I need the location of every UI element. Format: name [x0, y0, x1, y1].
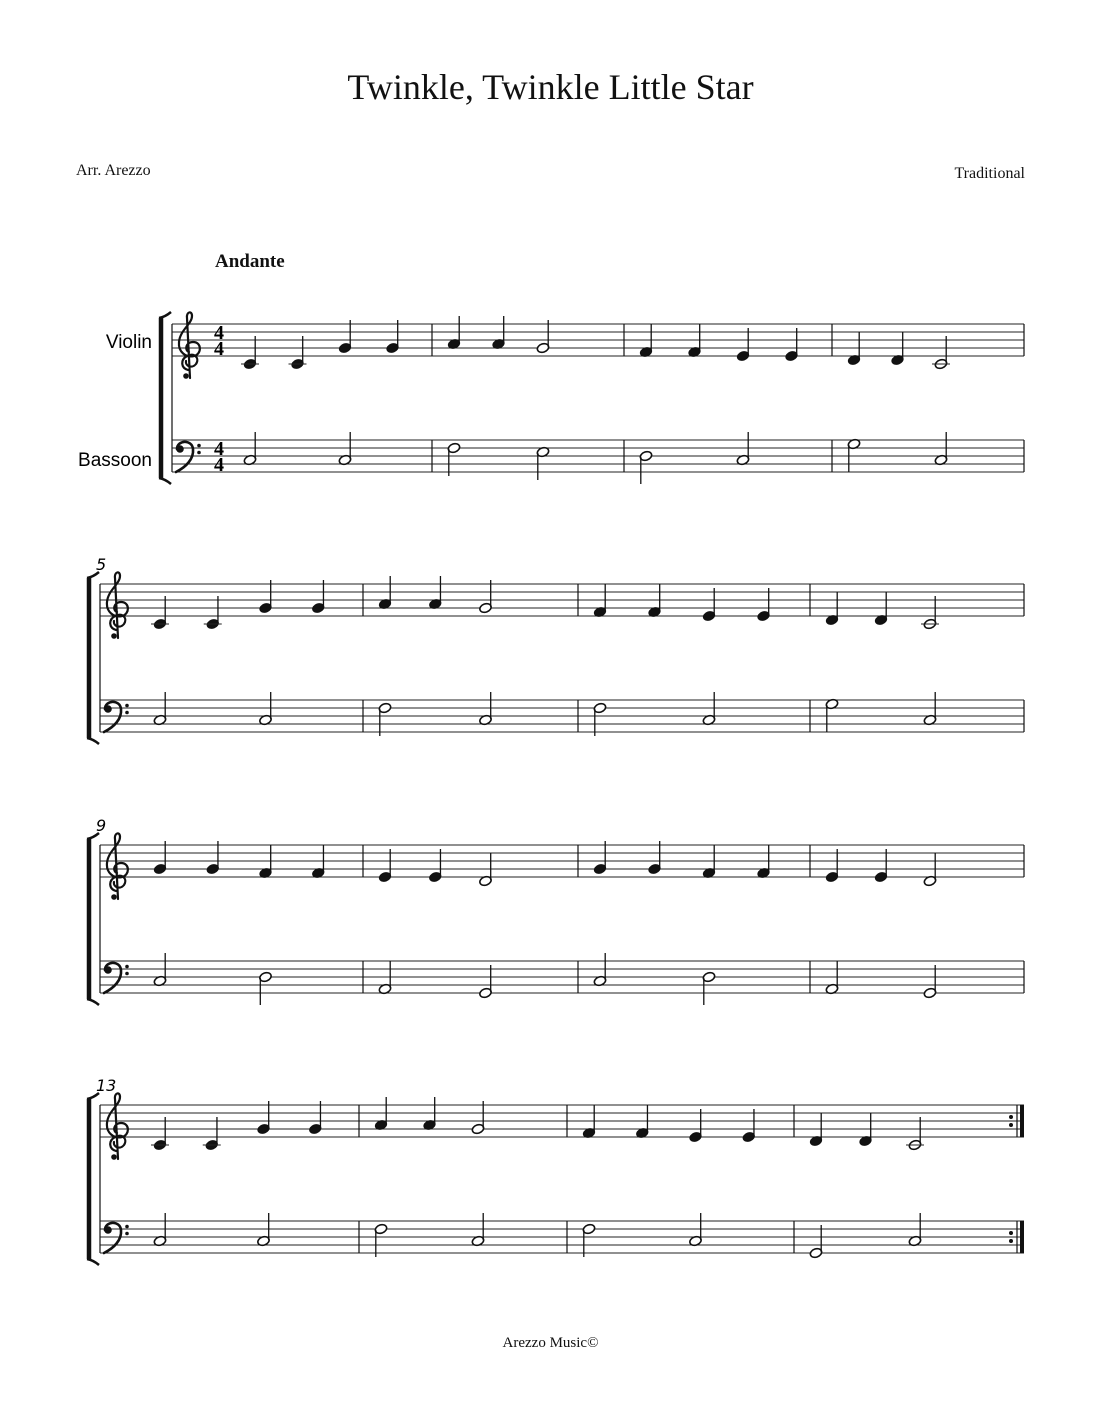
treble-clef-dot: [183, 373, 189, 379]
repeat-dot: [1009, 1231, 1013, 1235]
bass-clef-dot-lower: [125, 972, 129, 976]
treble-clef-icon: [179, 312, 200, 378]
bass-clef-curve: [104, 1223, 121, 1253]
tempo-marking: Andante: [215, 251, 285, 272]
treble-clef-dot: [111, 1154, 117, 1160]
treble-clef-icon: [107, 572, 128, 638]
repeat-thick-line: [1020, 1105, 1024, 1137]
treble-clef-dot: [111, 633, 117, 639]
bracket-bottom-hook: [159, 478, 171, 484]
bass-clef-dot-upper: [197, 444, 201, 448]
measure-number: 13: [96, 1076, 117, 1095]
treble-clef-icon: [107, 833, 128, 899]
bass-clef-curve: [104, 702, 121, 732]
bass-clef-dot-upper: [125, 1225, 129, 1229]
treble-clef-dot: [111, 894, 117, 900]
treble-clef-stroke: [179, 312, 200, 378]
time-signature-denominator: 4: [214, 454, 224, 476]
bass-clef-dot-lower: [197, 451, 201, 455]
time-signature-numerator: 4: [214, 322, 224, 344]
composer-credit: Traditional: [954, 165, 1025, 182]
repeat-thick-line: [1020, 1221, 1024, 1253]
bass-clef-dot-upper: [125, 965, 129, 969]
treble-clef-icon: [107, 1093, 128, 1159]
copyright-footer: Arezzo Music©: [502, 1335, 599, 1351]
measure-number: 5: [96, 555, 107, 574]
repeat-dot: [1009, 1115, 1013, 1119]
bracket-bottom-hook: [87, 999, 99, 1005]
bass-clef-icon: [104, 1223, 129, 1253]
bracket-bottom-hook: [87, 1259, 99, 1265]
treble-clef-stroke: [107, 833, 128, 899]
repeat-dot: [1009, 1123, 1013, 1127]
measure-number: 9: [96, 816, 107, 835]
treble-clef-stroke: [107, 572, 128, 638]
treble-clef-stroke: [107, 1093, 128, 1159]
bass-clef-icon: [104, 702, 129, 732]
part-name-violin: Violin: [105, 332, 152, 353]
arranger-credit: Arr. Arezzo: [76, 162, 151, 179]
repeat-dot: [1009, 1239, 1013, 1243]
bass-clef-dot-upper: [125, 704, 129, 708]
bass-clef-dot-lower: [125, 711, 129, 715]
bracket-bottom-hook: [87, 738, 99, 744]
bass-clef-icon: [176, 442, 201, 472]
bass-clef-curve: [176, 442, 193, 472]
time-signature-denominator: 4: [214, 338, 224, 360]
part-name-bassoon: Bassoon: [78, 450, 152, 471]
bracket-top-hook: [159, 312, 171, 318]
time-signature-numerator: 4: [214, 438, 224, 460]
bass-clef-dot-lower: [125, 1232, 129, 1236]
bass-clef-icon: [104, 963, 129, 993]
bass-clef-curve: [104, 963, 121, 993]
page-title: Twinkle, Twinkle Little Star: [347, 67, 754, 107]
